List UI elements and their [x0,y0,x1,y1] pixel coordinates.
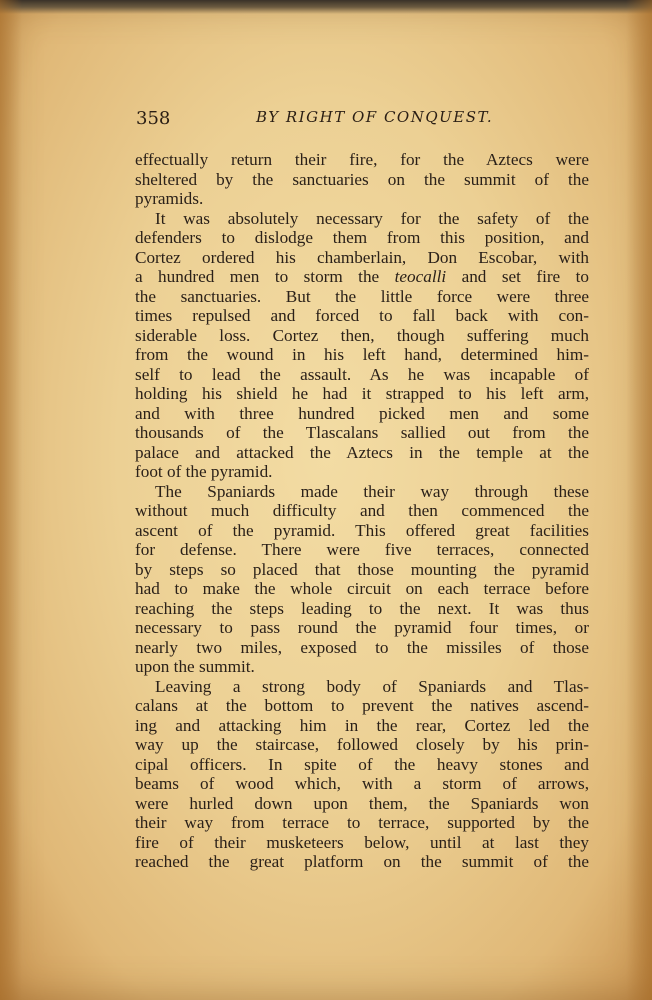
text-line: fire of their musketeers below, until at last they [135,832,589,852]
text-line: necessary to pass round the pyramid four times, or [135,618,589,637]
text-line: siderable loss. Cortez then, though suffering much [135,325,589,345]
text-line: calans at the bottom to prevent the natives ascend- [135,696,589,715]
text-line: times repulsed and forced to fall back with con- [135,306,589,325]
text-line: nearly two miles, exposed to the missiles of those [135,637,589,657]
text-line: the sanctuaries. But the little force were three [135,286,589,306]
text-line: holding his shield he had it strapped to his left arm, [135,384,589,403]
text-line: reached the great platform on the summit of the [135,852,589,871]
text-line: had to make the whole circuit on each terrace before [135,579,589,598]
text-line: ascent of the pyramid. This offered great facilities [135,520,589,540]
text-line: for defense. There were five terraces, connected [135,540,589,559]
text-line: Leaving a strong body of Spaniards and Tlas- [155,676,589,696]
page-header [136,106,588,130]
text-line: by steps so placed that those mounting the pyramid [135,559,589,579]
text-line: without much difficulty and then commenced the [135,501,589,520]
text-line: ing and attacking him in the rear, Cortez led the [135,715,589,735]
body-text [135,150,589,872]
text-line: Cortez ordered his chamberlain, Don Escobar, with [135,247,589,267]
text-line: from the wound in his left hand, determined him- [135,345,589,364]
page-top-shadow [0,0,652,14]
text-line: and with three hundred picked men and some [135,403,589,423]
text-line: way up the staircase, followed closely by his prin- [135,735,589,754]
text-line: cipal officers. In spite of the heavy stones and [135,754,589,774]
text-line: upon the summit. [135,657,255,676]
text-line: beams of wood which, with a storm of arrows, [135,774,589,793]
page-left-edge [0,0,22,1000]
text-line: their way from terrace to terrace, supported by the [135,813,589,832]
text-line: It was absolutely necessary for the safety of the [155,208,589,228]
page-number: 358 [136,108,171,129]
page-right-edge [626,0,652,1000]
text-line: were hurled down upon them, the Spaniards won [135,793,589,813]
text-line: effectually return their fire, for the Aztecs were [135,150,589,169]
text-line: self to lead the assault. As he was incapable of [135,364,589,384]
running-head: BY RIGHT OF CONQUEST. [256,108,494,126]
text-line: sheltered by the sanctuaries on the summit of the [135,169,589,189]
text-line: foot of the pyramid. [135,462,273,481]
text-line: defenders to dislodge them from this position, and [135,228,589,247]
text-line: The Spaniards made their way through these [155,481,589,501]
text-line: pyramids. [135,189,204,208]
text-line: reaching the steps leading to the next. It was thus [135,598,589,618]
text-line: thousands of the Tlascalans sallied out from the [135,423,589,442]
text-line: a hundred men to storm the teocalli and set fire to [135,267,589,286]
italic-word: teocalli [394,267,447,286]
text-line: palace and attacked the Aztecs in the temple at the [135,442,589,462]
